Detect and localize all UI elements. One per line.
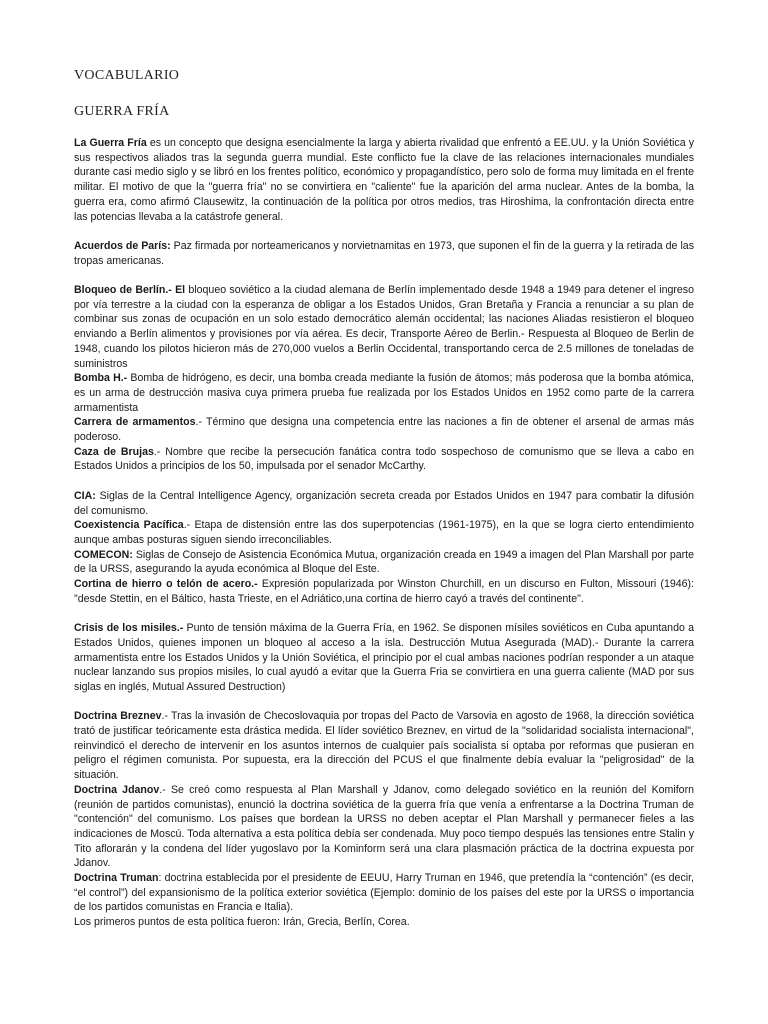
document-title: VOCABULARIO bbox=[74, 68, 180, 83]
entry-bomba-h bbox=[74, 371, 694, 415]
entry-text: Siglas de la Central Intelligence Agency, organización secreta creada por Estados Unidos en 1947 para combatir la difusión del comunismo. bbox=[74, 489, 694, 517]
entry-text: bloqueo soviético a la ciudad alemana de Berlín implementado desde 1948 a 1949 para detener el ingreso por vía terrestre a la ciudad con la esperanza de obligar a los Estados Unidos, Gran Bretaña y Francia a renunciar a su plan de combinar sus zonas de ocupación en un solo estado democrático alemán occidental; las naciones Aliadas resistieron el bloqueo enviando a Berlín alimentos y provisiones por vía aérea. Es decir, Transporte Aéreo de Berlin.- Respuesta al Bloqueo de Berlin de 1948, cuando los pilotos hicieron más de 270,000 vuelos a Berlin Occidental, transportando cerca de 2.5 millones de toneladas de suministros bbox=[74, 284, 694, 370]
entry-text: es un concepto que designa esencialmente la larga y abierta rivalidad que enfrentó a EE.UU. y la Unión Soviética y sus respectivos aliados tras la segunda guerra mundial. Este conflicto fue la clave de las relaciones internacionales mundiales durante casi medio siglo y se libró en los frentes político, económico y propagandístico, pero solo de forma muy limitada en el frente militar. El motivo de que la "guerra fría" no se convirtiera en "caliente" fue la aparición del arma nuclear. Antes de la bomba, la guerra era, como afirmó Clausewitz, la continuación de la política por otros medios, tras Hiroshima, la confrontación directa entre las potencias llevaba a la catástrofe general. bbox=[74, 137, 694, 223]
entry-text: Paz firmada por norteamericanos y norvietnamitas en 1973, que suponen el fin de la guerra y la retirada de las tropas americanas. bbox=[74, 239, 694, 267]
entry-carrera-armamentos bbox=[74, 415, 694, 444]
entry-cia bbox=[74, 489, 694, 518]
entry-text: : doctrina establecida por el presidente de EEUU, Harry Truman en 1946, que pretendía la “contención” (es decir, “el control”) del expansionismo de la política exterior soviética (Ejemplo: dominio de los países del este por la URSS o importancia de los partidos comunistas en Francia e Italia). bbox=[74, 872, 694, 914]
entry-text: .- Se creó como respuesta al Plan Marshall y Jdanov, como delegado soviético en la reunión del Komiforn (reunión de partidos comunistas), enunció la doctrina soviética de la guerra fría que venía a enfrentarse a la Doctrina Truman de "contención" del comunismo. Los países que bordean la URSS no deben aceptar el Plan Marshall y permanecer fieles a las indicaciones de Moscú. Toda alternativa a esta política debía ser condenada. Muy poco tiempo después las tensiones entre Stalin y Tito aflorarán y la condena del líder yugoslavo por la Kominform será una clara plasmación práctica de la doctrina expuesta por Jdanov. bbox=[74, 783, 694, 870]
entry-term: Acuerdos de París: bbox=[74, 239, 171, 252]
entry-text: .- Nombre que recibe la persecución fanática contra todo sospechoso de comunismo que se lleva a cabo en Estados Unidos a principios de los 50, impulsada por el senador McCarthy. bbox=[74, 445, 695, 473]
entry-comecon bbox=[74, 548, 694, 577]
entry-text: Siglas de Consejo de Asistencia Económica Mutua, organización creada en 1949 a imagen del Plan Marshall por parte de la URSS, asegurando la ayuda económica al Bloque del Este. bbox=[74, 548, 694, 576]
entry-text: Punto de tensión máxima de la Guerra Fría, en 1962. Se disponen mísiles soviéticos en Cuba apuntando a Estados Unidos, quienes imponen un bloqueo al acceso a la isla. Destrucción Mutua Asegurada (MAD).- Durante la carrera armamentista entre los Estados Unidos y la Unión Soviética, el principio por el cual ambas naciones podrían responder a un ataque nuclear lanzando sus propios misiles, lo cual ayudó a evitar que la Guerra Fria se convirtiera en una guerra caliente (MAD por sus siglas en inglés, Mutual Assured Destruction) bbox=[74, 622, 694, 693]
entry-doctrina-truman bbox=[74, 871, 694, 915]
entry-term: CIA: bbox=[74, 489, 96, 502]
entry-bloqueo-berlin bbox=[74, 283, 694, 371]
entry-text: .- Tras la invasión de Checoslovaquia por tropas del Pacto de Varsovia en agosto de 1968, la dirección soviética trató de justificar teóricamente esta drástica medida. El líder soviético Breznev, en virtud de la "solidaridad socialista internacional", reinvindicó el derecho de intervenir en los asuntos internos de cualquier país socialista si optaba por reformas que pusieran en peligro el régimen comunista. Por supuesta, era la dirección del PCUS el que finalmente debía evaluar la "peligrosidad" de la situación. bbox=[74, 710, 694, 782]
entry-term: Cortina de hierro o telón de acero.- bbox=[74, 578, 258, 591]
entry-doctrina-breznev bbox=[74, 709, 694, 783]
entry-guerra-fria bbox=[74, 136, 694, 224]
entry-term: Crisis de los misiles.- bbox=[74, 622, 184, 635]
entry-term: Doctrina Truman bbox=[74, 872, 159, 885]
entry-crisis-misiles bbox=[74, 621, 694, 695]
entry-acuerdos-paris bbox=[74, 239, 694, 268]
entry-cortina-hierro bbox=[74, 577, 694, 606]
entry-term: Caza de Brujas bbox=[74, 445, 154, 458]
entry-text: .- Etapa de distensión entre las dos superpotencias (1961-1975), en la que se logra cierto entendimiento aunque ambas posturas siguen siendo irreconciliables. bbox=[74, 519, 694, 546]
entry-text: Expresión popularizada por Winston Churchill, en un discurso en Fulton, Missouri (1946): "desde Stettin, en el Báltico, hasta Trieste, en el Adriático,una cortina de hierro cayó a través del continente". bbox=[74, 578, 694, 605]
entry-doctrina-jdanov bbox=[74, 783, 694, 871]
document-subtitle: GUERRA FRÍA bbox=[74, 104, 170, 119]
entry-term: Carrera de armamentos bbox=[74, 416, 196, 429]
entry-caza-brujas bbox=[74, 445, 694, 474]
entry-text: Bomba de hidrógeno, es decir, una bomba creada mediante la fusión de átomos; más poderosa que la bomba atómica, es un arma de destrucción masiva cuya primera prueba fue realizada por los Estados Unidos en 1952 como parte de la carrera armamentista bbox=[74, 372, 695, 414]
entry-text: .- Término que designa una competencia entre las naciones a fin de obtener el arsenal de armas más poderoso. bbox=[74, 416, 694, 444]
entry-term: La Guerra Fría bbox=[74, 137, 147, 149]
entry-coexistencia-pacifica bbox=[74, 518, 694, 547]
document-body bbox=[74, 136, 694, 930]
entry-term: Bomba H.- bbox=[74, 372, 128, 385]
closing-line: Los primeros puntos de esta política fueron: Irán, Grecia, Berlín, Corea. bbox=[74, 916, 410, 929]
entry-term: Bloqueo de Berlín.- El bbox=[74, 284, 186, 296]
entry-term: Doctrina Jdanov bbox=[74, 783, 160, 796]
entry-term: Doctrina Breznev bbox=[74, 710, 162, 723]
entry-term: Coexistencia Pacífica bbox=[74, 519, 184, 532]
entry-term: COMECON: bbox=[74, 548, 133, 561]
